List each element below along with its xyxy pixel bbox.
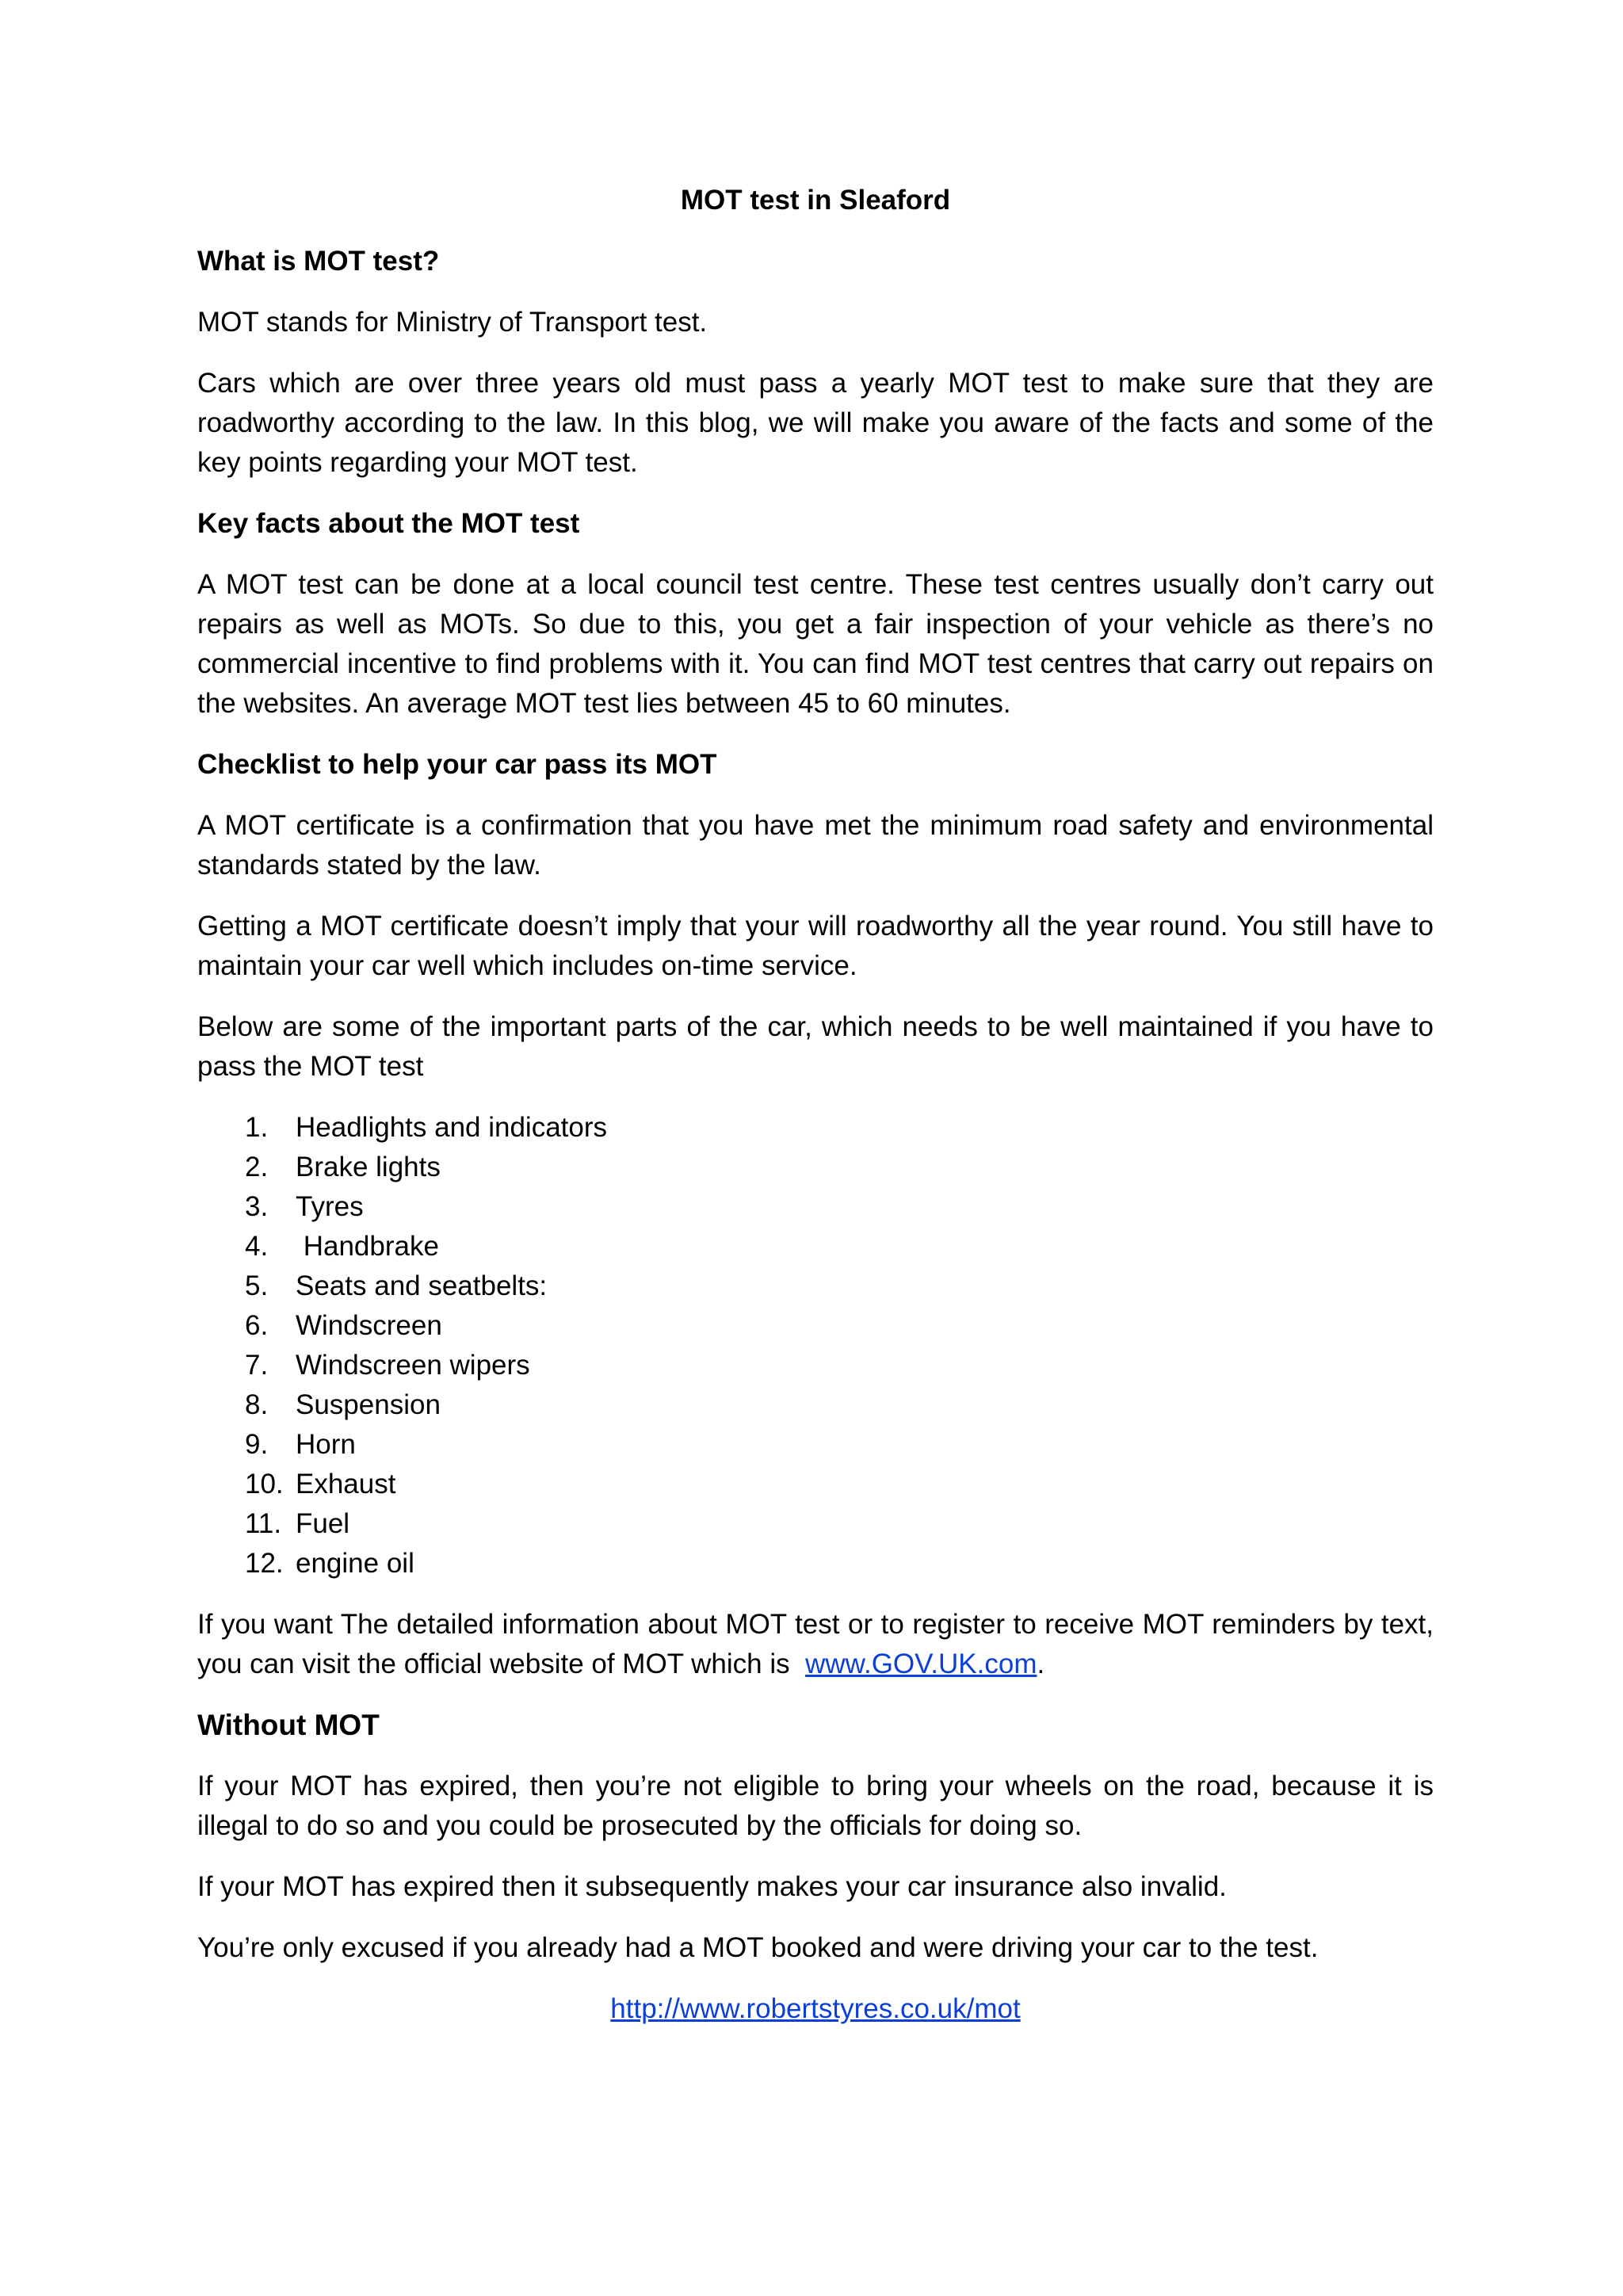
paragraph-roadworthy-all-year: Getting a MOT certificate doesn’t imply that your will roadworthy all the year round. You still have to maintain your car well which includes on-time service. [197,911,1434,981]
list-item-number: 12. [245,1548,284,1579]
gov-uk-link[interactable]: www.GOV.UK.com [805,1648,1037,1679]
list-item [245,1187,1434,1227]
list-item-text: Exhaust [296,1469,396,1499]
list-item-text: Seats and seatbelts: [296,1270,548,1301]
list-item-text: engine oil [296,1548,414,1579]
heading-key-facts: Key facts about the MOT test [197,508,580,539]
paragraph-detailed-information [197,1605,1442,1684]
paragraph-local-council-test-centre: A MOT test can be done at a local council test centre. These test centres usually don’t carry out repairs as well as MOTs. So due to this, you get a fair inspection of your vehicle as there’s no commercial incentive to find problems with it. You can find MOT test centres that carry out repairs on the websites. An average MOT test lies between 45 to 60 minutes. [197,569,1434,719]
list-item [245,1306,1434,1346]
paragraph-mot-certificate: A MOT certificate is a confirmation that you have met the minimum road safety and environmental standards stated by the law. [197,810,1434,881]
list-item-text: Headlights and indicators [296,1112,608,1143]
list-item-text: Fuel [296,1508,350,1539]
paragraph-insurance-invalid: If your MOT has expired then it subsequently makes your car insurance also invalid. [197,1871,1227,1902]
list-item-text: Windscreen [296,1310,442,1341]
footer [197,1989,1434,2029]
list-item [245,1227,1434,1266]
list-item-number: 2. [245,1152,269,1182]
list-item [245,1346,1434,1385]
list-item [245,1108,1434,1148]
list-item-number: 7. [245,1350,269,1381]
list-item [245,1385,1434,1425]
checklist-list [197,1108,1434,1584]
list-item [245,1465,1434,1504]
robertstyres-link[interactable]: http://www.robertstyres.co.uk/mot [610,1993,1021,2024]
document-title: MOT test in Sleaford [680,185,951,216]
list-item-number: 8. [245,1389,269,1420]
list-item [245,1544,1434,1584]
list-item-text: Horn [296,1429,356,1460]
paragraph-cars-over-three-years: Cars which are over three years old must pass a yearly MOT test to make sure that they are roadworthy according to the law. In this blog, we will make you aware of the facts and some of the key points regarding your MOT test. [197,368,1434,478]
heading-checklist: Checklist to help your car pass its MOT [197,749,717,780]
heading-what-is-mot: What is MOT test? [197,246,440,277]
list-item [245,1425,1434,1465]
list-item-number: 1. [245,1112,269,1143]
paragraph-mot-stands-for: MOT stands for Ministry of Transport test. [197,307,708,338]
heading-without-mot: Without MOT [197,1709,380,1741]
list-item-number: 5. [245,1270,269,1301]
paragraph-important-parts: Below are some of the important parts of the car, which needs to be well maintained if you have to pass the MOT test [197,1011,1434,1082]
list-item [245,1148,1434,1187]
list-item-number: 3. [245,1191,269,1222]
list-item-number: 11. [245,1508,282,1539]
list-item [245,1266,1434,1306]
document-page [197,181,1442,2029]
list-item-number: 4. [245,1231,269,1262]
paragraph-only-excused: You’re only excused if you already had a MOT booked and were driving your car to the test. [197,1932,1319,1963]
list-item-number: 9. [245,1429,269,1460]
list-item-text: Brake lights [296,1152,441,1182]
list-item-number: 6. [245,1310,269,1341]
detailed-information-text: If you want The detailed information about MOT test or to register to receive MOT reminders by text, you can visit the official website of MOT which is [197,1609,1442,1679]
list-item-text: Suspension [296,1389,441,1420]
list-item-text: Windscreen wipers [296,1350,530,1381]
detailed-information-period: . [1037,1648,1045,1679]
list-item [245,1504,1434,1544]
paragraph-mot-expired-not-eligible: If your MOT has expired, then you’re not eligible to bring your wheels on the road, because it is illegal to do so and you could be prosecuted by the officials for doing so. [197,1771,1434,1841]
list-item-text: Handbrake [296,1231,439,1262]
list-item-number: 10. [245,1469,284,1499]
list-item-text: Tyres [296,1191,364,1222]
